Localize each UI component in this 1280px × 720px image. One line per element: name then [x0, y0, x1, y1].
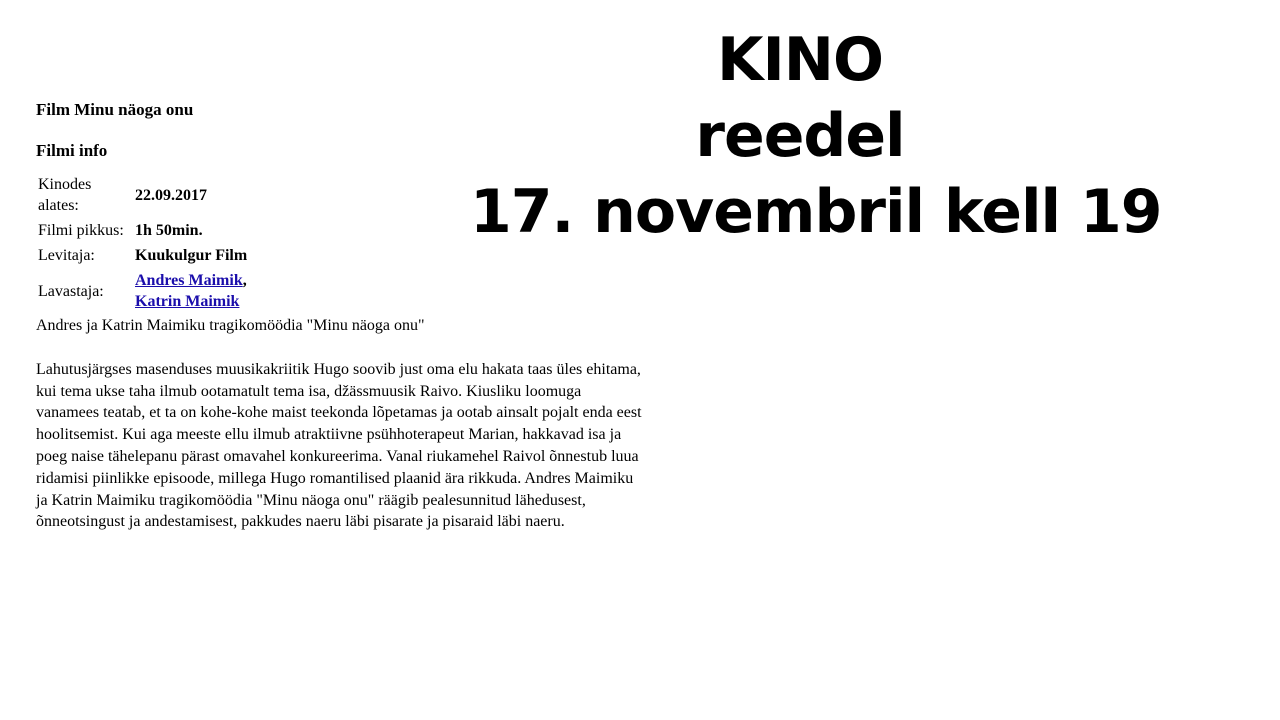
- poster-line-date-time: 17. novembril kell 19: [470, 177, 1162, 247]
- distributor-value: Kuukulgur Film: [135, 247, 248, 264]
- film-synopsis-text: Lahutusjärgses masenduses muusikakriitik Hugo soovib just oma elu hakata taas üles ehitama, kui tema ukse taha ilmub ootamatult tema isa, džässmuusik Raivo. Kiusliku loomuga vanamees teatab, et ta on kohe-kohe maist teekonda lõpetamas ja ootab ainsalt pojalt enda eest hoolitsemist. Kui aga meeste ellu ilmub atraktiivne psühhoterapeut Marian, hakkavad isa ja poeg naise tähelepanu pärast omavahel konkureerima. Vanal riukamehel Raivol õnnestub luua ridamisi piinlikke episoode, millega Hugo romantilised plaanid ära rikkuda. Andres Maimiku ja Katrin Maimiku tragikomöödia "Minu näoga onu" räägib pealesunnitud lähedusest, õnneotsingust ja andestamisest, pakkudes naeru läbi pisarate ja pisaraid läbi naeru.: [36, 360, 642, 531]
- director-separator: ,: [242, 272, 247, 289]
- paragraph-spacer: [36, 337, 646, 359]
- length-value: 1h 50min.: [135, 222, 203, 239]
- info-row-release: [37, 173, 248, 217]
- film-intro-text: Andres ja Katrin Maimiku tragikomöödia "Minu näoga onu": [36, 317, 425, 334]
- length-label: Filmi pikkus:: [38, 222, 124, 239]
- release-label: Kinodes alates:: [38, 176, 92, 214]
- film-info-heading: Filmi info: [36, 141, 108, 160]
- poster-line-kino: KINO: [716, 25, 884, 95]
- info-row-distributor: [37, 244, 248, 267]
- film-description: [36, 315, 646, 533]
- info-row-director: [37, 269, 248, 313]
- film-info-table: [35, 171, 250, 315]
- release-value: 22.09.2017: [135, 186, 207, 204]
- film-title: Film Minu näoga onu: [36, 100, 194, 119]
- poster-line-day: reedel: [695, 101, 905, 171]
- director-link-andres[interactable]: Andres Maimik: [135, 272, 243, 289]
- director-label: Lavastaja:: [38, 282, 104, 300]
- info-row-length: [37, 219, 248, 242]
- film-info-column: [36, 98, 646, 533]
- distributor-label: Levitaja:: [38, 247, 95, 264]
- director-value: [131, 269, 248, 313]
- director-link-katrin[interactable]: Katrin Maimik: [135, 293, 240, 310]
